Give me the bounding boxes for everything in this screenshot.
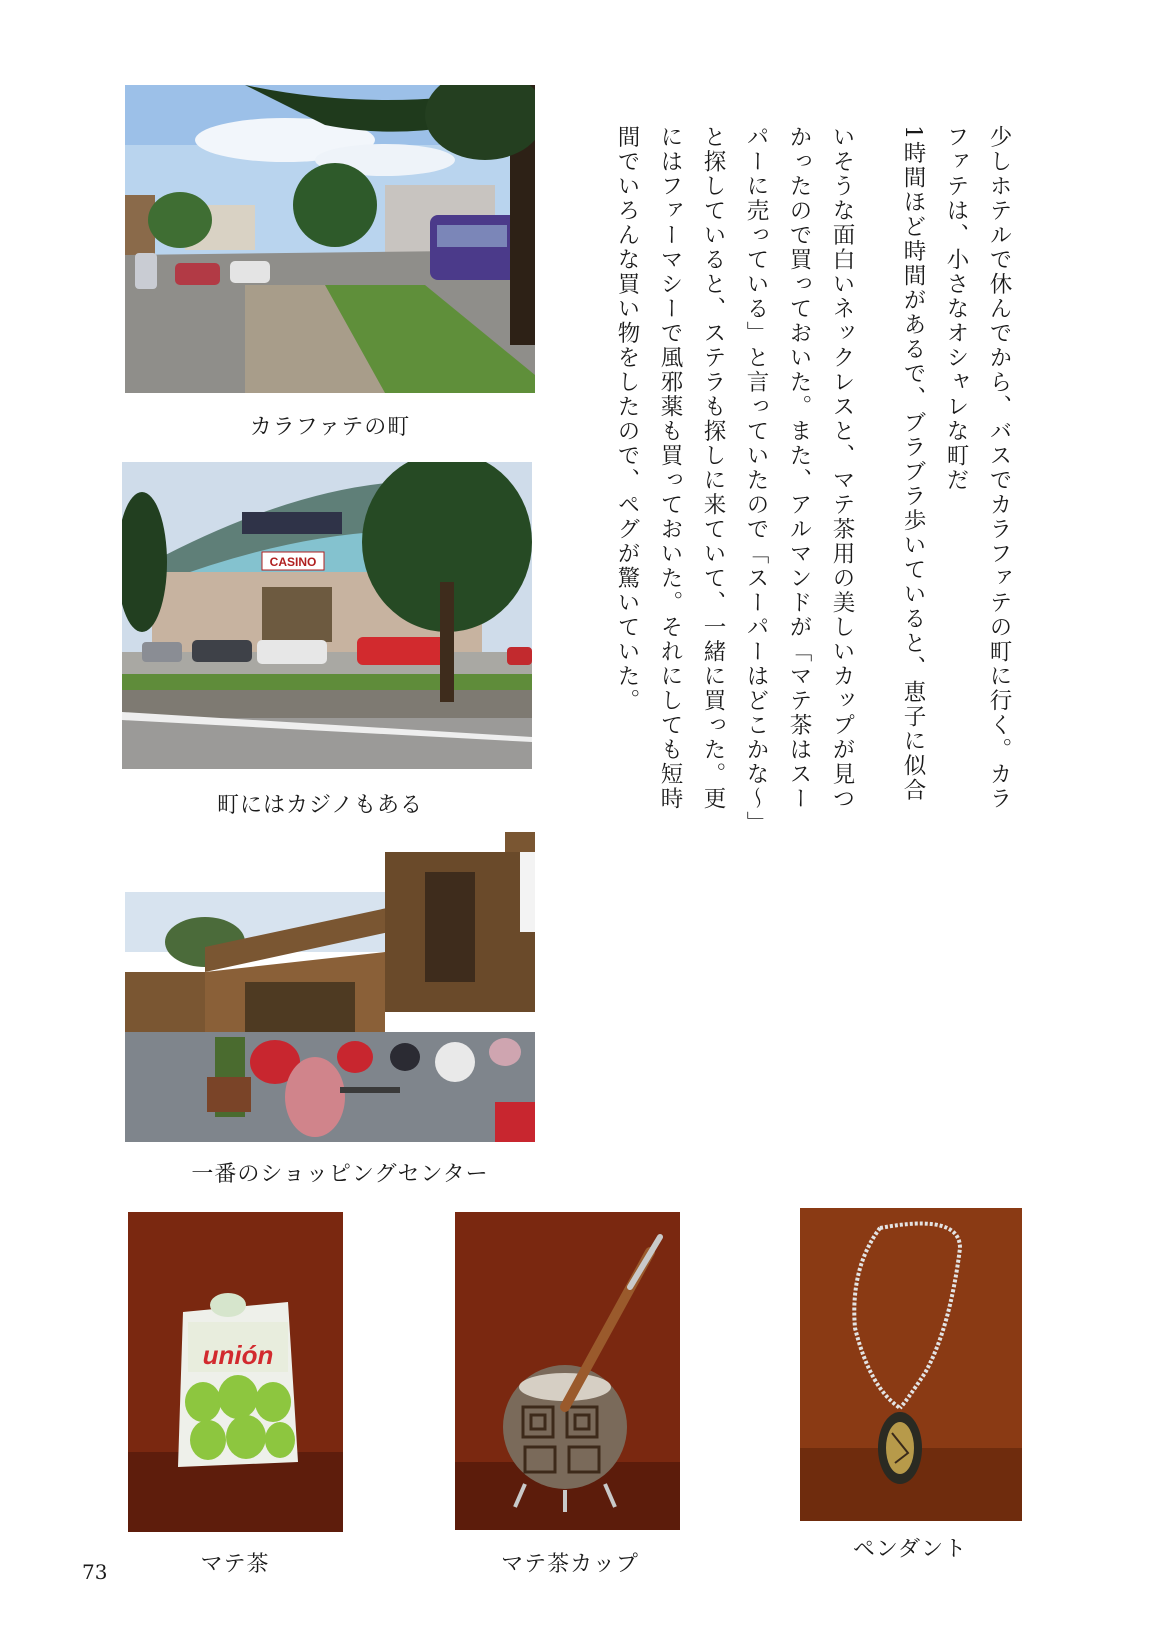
mate-tea-photo (128, 1212, 343, 1532)
body-text (605, 125, 1020, 836)
paragraph-2-line-4: パーに売っている」と言っていたので「スーパーはどこかな～」 (743, 125, 769, 836)
paragraph-2-line-1: 1時間ほど時間があるで、ブラブラ歩いていると、恵子に似合 (900, 125, 926, 803)
page-number: 73 (82, 1560, 108, 1584)
paragraph-1-line-1: 少しホテルで休んでから、バスでカラファテの町に行く。カラ (986, 125, 1012, 811)
paragraph-2-line-2: いそうな面白いネックレスと、マテ茶用の美しいカップが見つ (829, 125, 855, 811)
mate-cup-photo (455, 1212, 680, 1530)
mate-tea-caption: マテ茶 (200, 1552, 270, 1577)
town-street-photo (125, 85, 535, 393)
shopping-center-caption: 一番のショッピングセンター (191, 1162, 489, 1187)
casino-sign: CASINO (269, 555, 317, 569)
paragraph-2-line-7: 間でいろんな買い物をしたので、ペグが驚いていた。 (614, 125, 640, 713)
paragraph-2-line-3: かったので買っておいた。また、アルマンドが「マテ茶はスー (786, 125, 812, 811)
pendant-photo (800, 1208, 1022, 1521)
town-street-caption: カラファテの町 (249, 415, 411, 440)
paragraph-2-line-6: にはファーマシーで風邪薬も買っておいた。それにしても短時 (657, 125, 683, 811)
shopping-center-photo (125, 832, 535, 1142)
casino-photo (122, 462, 532, 769)
pendant-caption: ペンダント (852, 1537, 968, 1562)
casino-caption: 町にはカジノもある (216, 793, 424, 818)
paragraph-2-line-5: と探していると、ステラも探しに来ていて、一緒に買った。更 (700, 125, 726, 811)
mate-brand-label: unión (202, 1340, 274, 1370)
mate-cup-caption: マテ茶カップ (501, 1552, 639, 1577)
paragraph-1-line-2: ファテは、小さなオシャレな町だ (943, 125, 969, 493)
